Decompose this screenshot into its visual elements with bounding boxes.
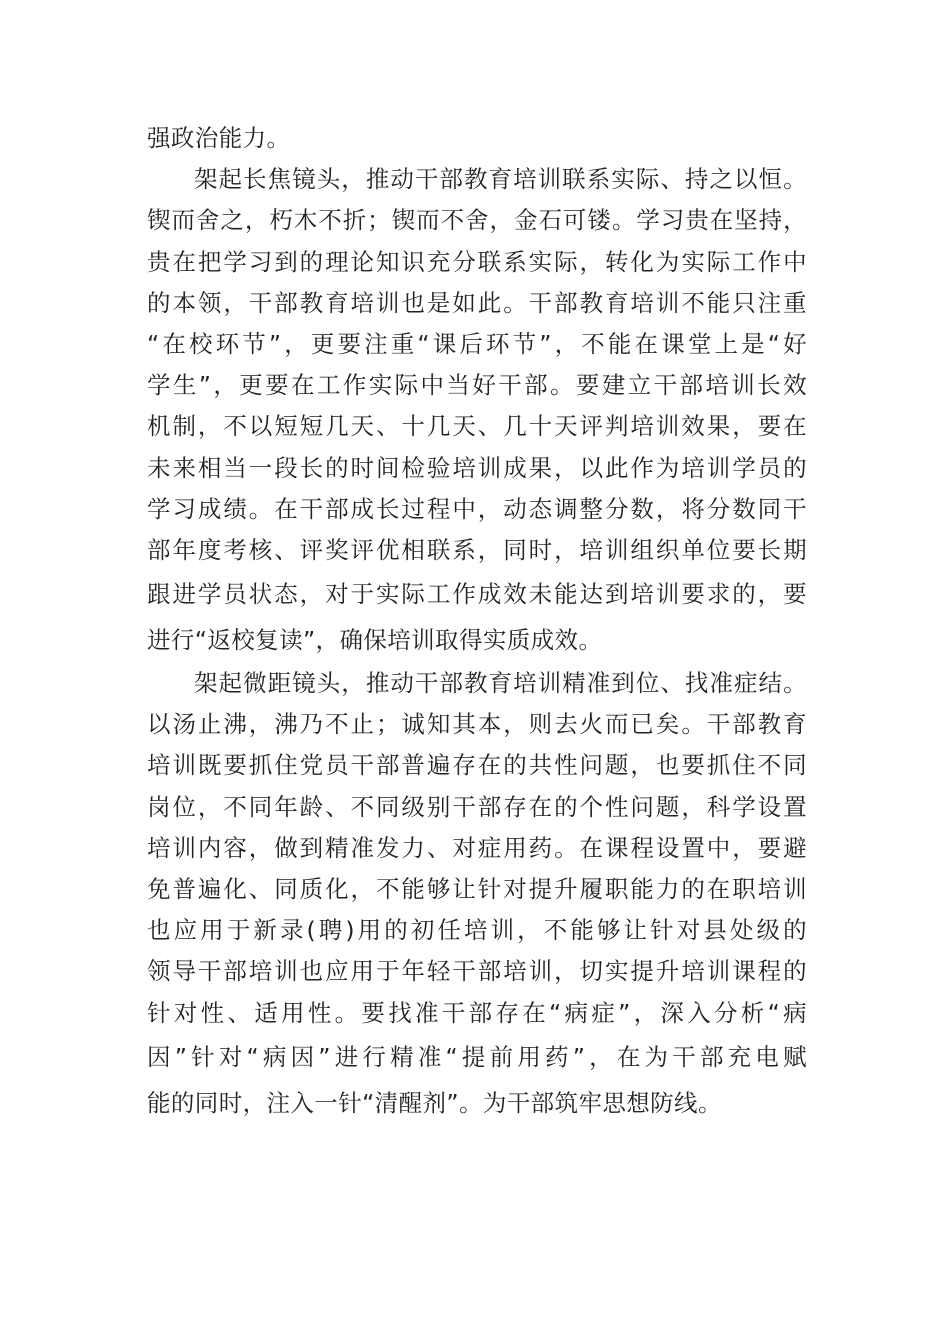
text-line: 学生”，更要在工作实际中当好干部。要建立干部培训长效 bbox=[147, 371, 807, 400]
text-line: 免普遍化、同质化，不能够让针对提升履职能力的在职培训 bbox=[147, 875, 807, 903]
text-line: 培训内容，做到精准发力、对症用药。在课程设置中，要避 bbox=[147, 833, 807, 862]
text-line: 架起长焦镜头，推动干部教育培训联系实际、持之以恒。 bbox=[194, 165, 807, 194]
text-line: 学习成绩。在干部成长过程中，动态调整分数，将分数同干 bbox=[147, 494, 807, 523]
text-line: 针对性、适用性。要找准干部存在“病症”，深入分析“病 bbox=[147, 998, 807, 1027]
text-line: 也应用于新录(聘)用的初任培训，不能够让针对县处级的 bbox=[147, 916, 807, 945]
text-line: 贵在把学习到的理论知识充分联系实际，转化为实际工作中 bbox=[147, 247, 807, 276]
paragraph-2 bbox=[147, 159, 807, 663]
text-line: 岗位，不同年龄、不同级别干部存在的个性问题，科学设置 bbox=[147, 792, 807, 821]
text-line: 以汤止沸，沸乃不止；诚知其本，则去火而已矣。干部教育 bbox=[147, 710, 807, 739]
text-line: 强政治能力。 bbox=[147, 124, 291, 152]
text-line: 未来相当一段长的时间检验培训成果，以此作为培训学员的 bbox=[147, 453, 807, 482]
text-line: 领导干部培训也应用于年轻干部培训，切实提升培训课程的 bbox=[147, 957, 807, 986]
text-line: 因”针对“病因”进行精准“提前用药”，在为干部充电赋 bbox=[147, 1042, 807, 1071]
text-line: 培训既要抓住党员干部普遍存在的共性问题，也要抓住不同 bbox=[147, 751, 807, 780]
text-line: 的本领，干部教育培训也是如此。干部教育培训不能只注重 bbox=[147, 288, 807, 317]
paragraph-1 bbox=[147, 118, 807, 159]
text-line: 能的同时，注入一针“清醒剂”。为干部筑牢思想防线。 bbox=[147, 1088, 722, 1117]
text-line: 锲而舍之，朽木不折；锲而不舍，金石可镂。学习贵在坚持， bbox=[147, 206, 807, 235]
text-line: 部年度考核、评奖评优相联系，同时，培训组织单位要长期 bbox=[147, 535, 807, 564]
text-line: “在校环节”，更要注重“课后环节”，不能在课堂上是“好 bbox=[147, 329, 807, 358]
text-line: 机制，不以短短几天、十几天、几十天评判培训效果，要在 bbox=[147, 412, 807, 441]
text-line: 进行“返校复读”，确保培训取得实质成效。 bbox=[147, 626, 603, 655]
text-line: 跟进学员状态，对于实际工作成效未能达到培训要求的，要 bbox=[147, 580, 807, 609]
text-line: 架起微距镜头，推动干部教育培训精准到位、找准症结。 bbox=[194, 669, 807, 698]
paragraph-3 bbox=[147, 663, 807, 1126]
body-text bbox=[147, 118, 807, 1126]
